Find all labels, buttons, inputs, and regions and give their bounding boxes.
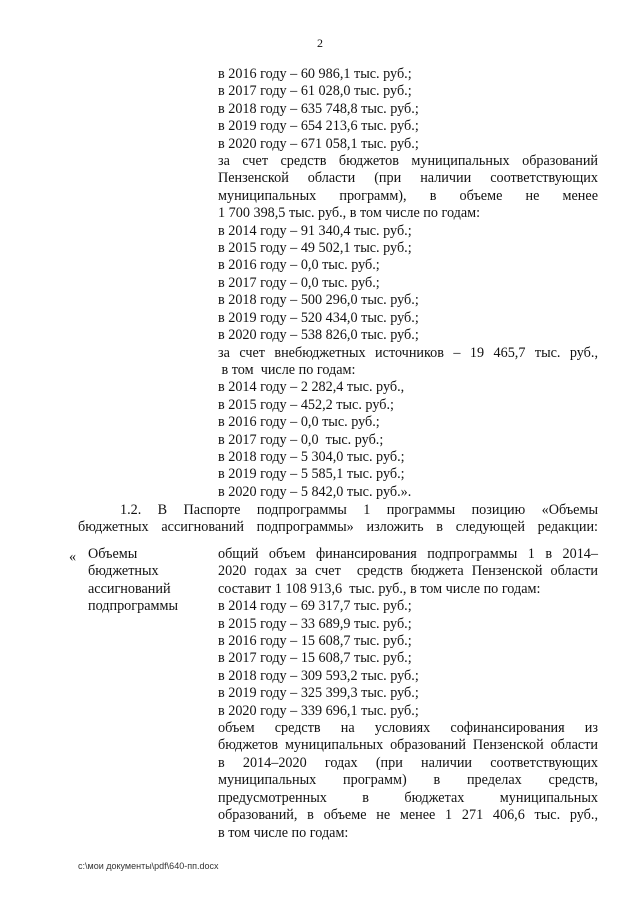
cofinancing-line: объем средств на условиях софинансирования из [218,720,598,737]
year-line: в 2014 году – 91 340,4 тыс. руб.; [218,222,412,239]
cofinancing-line: предусмотренных в бюджетах муниципальных [218,789,598,806]
total-line: 2020 годах за счет средств бюджета Пензенской области [218,563,598,580]
label-line: Объемы [88,546,138,562]
year-line: в 2014 году – 2 282,4 тыс. руб., [218,379,405,396]
label-line: подпрограммы [88,598,178,615]
year-line: в 2019 году – 520 434,0 тыс. руб.; [218,309,419,326]
label-line: ассигнований [88,580,171,597]
passport-content-cell [218,546,598,842]
year-line: в 2017 году – 0,0 тыс. руб.; [218,274,380,291]
cofinancing-line: бюджетов муниципальных образований Пензенской области [218,737,598,754]
year-line: в 2018 году – 635 748,8 тыс. руб.; [218,100,419,117]
year-line: в 2015 году – 49 502,1 тыс. руб.; [218,240,412,257]
municipal-funds-line: за счет средств бюджетов муниципальных образований [218,153,598,170]
year-line: в 2019 году – 325 399,3 тыс. руб.; [218,685,419,702]
extrabudget-line: в том числе по годам: [218,361,356,378]
municipal-funds-line: 1 700 398,5 тыс. руб., в том числе по годам: [218,205,481,222]
municipal-funds-line: Пензенской области (при наличии соответствующих [218,170,598,187]
year-line: в 2016 году – 0,0 тыс. руб.; [218,257,380,274]
cofinancing-line: в 2014–2020 годах (при наличии соответствующих [218,754,598,771]
passport-label-cell [88,546,208,616]
year-line: в 2016 году – 15 608,7 тыс. руб.; [218,633,412,650]
opening-quote: « [69,549,77,565]
year-line: в 2016 году – 0,0 тыс. руб.; [218,414,380,431]
municipal-funds-line: муниципальных программ), в объеме не менее [218,187,598,204]
label-line: бюджетных [88,563,159,580]
page-number: 2 [317,36,323,50]
year-line: в 2019 году – 5 585,1 тыс. руб.; [218,466,405,483]
cofinancing-line: в том числе по годам: [218,824,349,841]
year-line: в 2014 году – 69 317,7 тыс. руб.; [218,598,412,615]
year-line: в 2020 году – 339 696,1 тыс. руб.; [218,702,419,719]
year-line: в 2015 году – 33 689,9 тыс. руб.; [218,615,412,632]
paragraph-line: бюджетных ассигнований подпрограммы» изложить в следующей редакции: [78,519,598,536]
extrabudget-line: за счет внебюджетных источников – 19 465,7 тыс. руб., [218,344,598,361]
cofinancing-line: муниципальных программ) в пределах средств, [218,772,598,789]
total-line: составит 1 108 913,6 тыс. руб., в том числе по годам: [218,580,541,597]
cofinancing-line: образований, в объеме не менее 1 271 406,6 тыс. руб., [218,807,598,824]
year-line: в 2019 году – 654 213,6 тыс. руб.; [218,118,419,135]
year-line: в 2017 году – 61 028,0 тыс. руб.; [218,83,412,100]
year-line: в 2017 году – 0,0 тыс. руб.; [218,431,384,448]
paragraph-1-2 [78,502,598,537]
year-line: в 2015 году – 452,2 тыс. руб.; [218,396,394,413]
year-line: в 2018 году – 500 296,0 тыс. руб.; [218,292,419,309]
year-line: в 2017 году – 15 608,7 тыс. руб.; [218,650,412,667]
year-line: в 2016 году – 60 986,1 тыс. руб.; [218,66,412,82]
year-line: в 2020 году – 5 842,0 тыс. руб.». [218,483,412,500]
funding-years-block-1 [218,66,598,501]
total-line: общий объем финансирования подпрограммы 1 в 2014– [218,546,598,562]
paragraph-line: 1.2. В Паспорте подпрограммы 1 программы позицию «Объемы [120,502,598,518]
year-line: в 2020 году – 671 058,1 тыс. руб.; [218,135,419,152]
file-path-footer: c:\мои документы\pdf\640-пп.docx [78,861,219,871]
year-line: в 2018 году – 5 304,0 тыс. руб.; [218,448,405,465]
year-line: в 2020 году – 538 826,0 тыс. руб.; [218,327,419,344]
year-line: в 2018 году – 309 593,2 тыс. руб.; [218,667,419,684]
